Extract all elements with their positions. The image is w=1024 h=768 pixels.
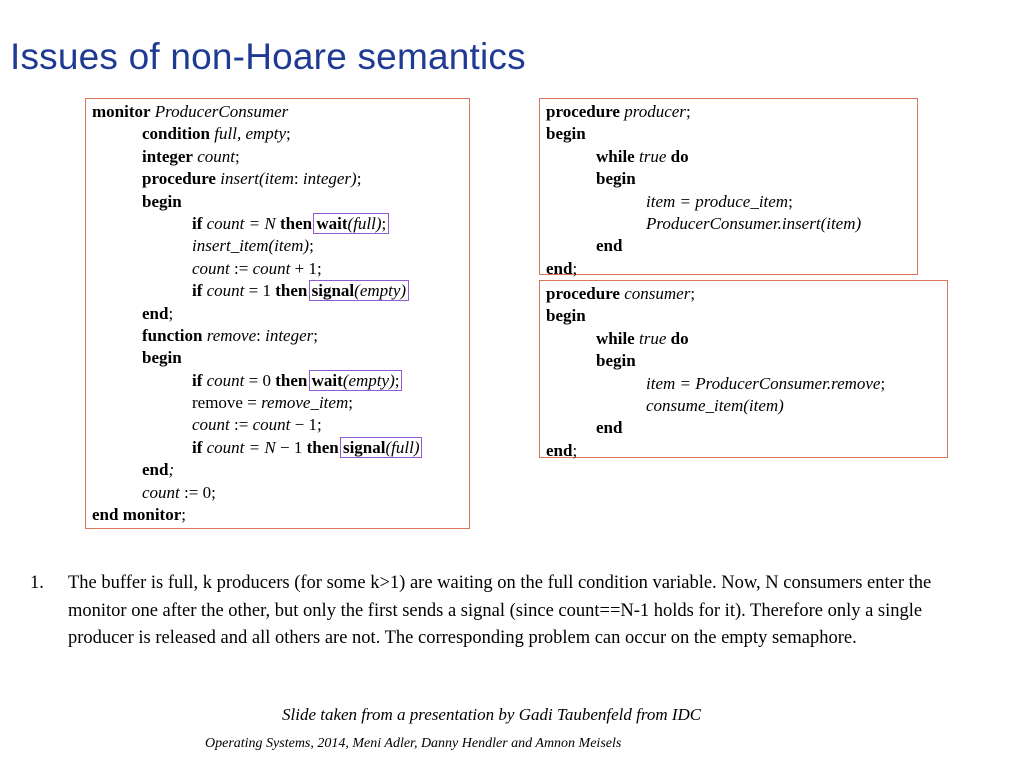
code-line: end; bbox=[142, 303, 174, 323]
slide-credit: Slide taken from a presentation by Gadi Taubenfeld from IDC bbox=[282, 705, 702, 724]
code-line: function remove: integer; bbox=[142, 325, 318, 345]
code-line: integer count; bbox=[142, 146, 240, 166]
producer-code bbox=[546, 101, 861, 280]
code-line: insert_item(item); bbox=[192, 236, 314, 256]
code-line: item = produce_item; bbox=[646, 191, 793, 211]
monitor-code bbox=[92, 101, 422, 526]
code-line: ProducerConsumer.insert(item) bbox=[646, 213, 862, 233]
code-line: remove = remove_item; bbox=[192, 393, 353, 413]
wait-full-highlight: wait(full); bbox=[313, 213, 389, 234]
course-credit: Operating Systems, 2014, Meni Adler, Danny Hendler and Amnon Meisels bbox=[205, 736, 622, 751]
wait-empty-highlight: wait(empty); bbox=[309, 370, 403, 391]
code-line: begin bbox=[546, 306, 586, 326]
code-line: begin bbox=[546, 124, 586, 144]
code-line: count := count + 1; bbox=[192, 258, 322, 278]
consumer-code bbox=[546, 283, 885, 462]
code-line: if count = N − 1 then signal(full) bbox=[92, 437, 422, 459]
note-text: The buffer is full, k producers (for some k>1) are waiting on the full condition variable. Now, N consumers enter the monitor one after the other, but only the first sends a signal (since count==N-1 holds for it). Therefore only a single producer is released and all others are not. The corresponding problem can occur on the empty semaphore. bbox=[68, 573, 932, 648]
consumer-code-box bbox=[539, 280, 948, 458]
signal-full-highlight: signal(full) bbox=[340, 437, 423, 458]
code-line: end monitor; bbox=[92, 505, 186, 525]
code-line: procedure consumer; bbox=[546, 284, 696, 303]
slide-title: Issues of non-Hoare semantics bbox=[10, 36, 526, 77]
code-line: begin bbox=[142, 348, 182, 368]
code-line: if count = 0 then wait(empty); bbox=[92, 370, 422, 392]
code-line: count := 0; bbox=[142, 482, 216, 502]
code-line: while true do bbox=[596, 146, 689, 166]
code-line: item = ProducerConsumer.remove; bbox=[646, 373, 886, 393]
code-line: if count = 1 then signal(empty) bbox=[92, 280, 422, 302]
note-number: 1. bbox=[30, 573, 44, 593]
code-line: end bbox=[596, 418, 623, 438]
code-line: procedure producer; bbox=[546, 102, 691, 121]
code-line: end; bbox=[142, 460, 175, 480]
code-line: condition full, empty; bbox=[142, 124, 291, 144]
code-line: end; bbox=[546, 440, 578, 460]
code-line: end; bbox=[546, 258, 578, 278]
code-line: monitor ProducerConsumer bbox=[92, 102, 289, 121]
signal-empty-highlight: signal(empty) bbox=[309, 280, 409, 301]
code-line: end bbox=[596, 236, 623, 256]
code-line: procedure insert(item: integer); bbox=[142, 169, 362, 189]
code-line: if count = N then wait(full); bbox=[92, 213, 422, 235]
code-line: consume_item(item) bbox=[646, 395, 784, 415]
monitor-code-box bbox=[85, 98, 470, 529]
code-line: count := count − 1; bbox=[192, 415, 322, 435]
producer-code-box bbox=[539, 98, 918, 278]
code-line: while true do bbox=[596, 328, 689, 348]
code-line: begin bbox=[142, 191, 182, 211]
code-line: begin bbox=[596, 169, 636, 189]
code-line: begin bbox=[596, 351, 636, 371]
